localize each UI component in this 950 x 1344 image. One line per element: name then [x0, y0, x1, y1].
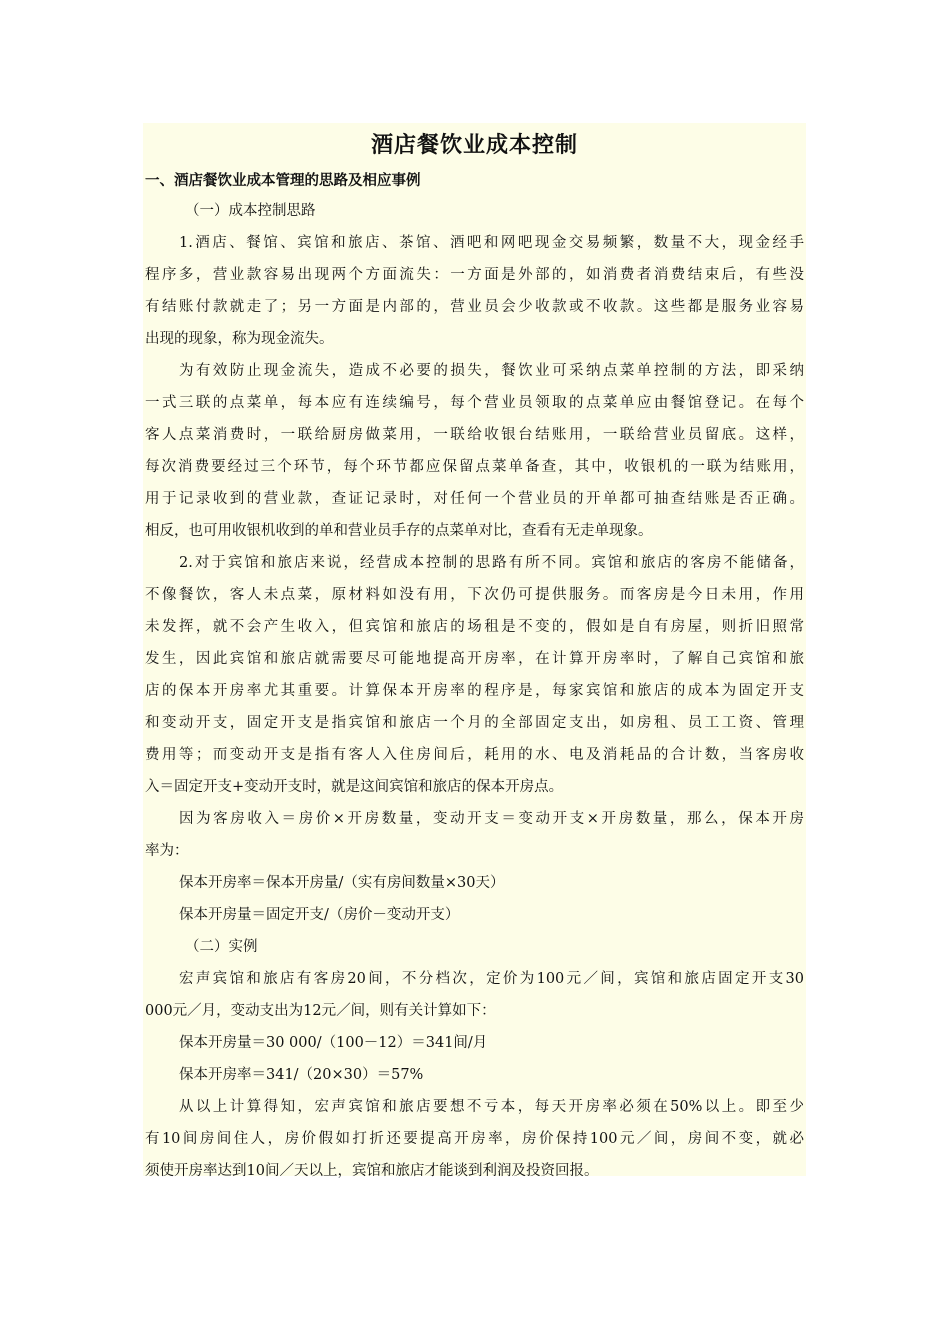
- paragraph-line: 不像餐饮，客人未点菜，原材料如没有用，下次仍可提供服务。而客房是今日未用，作用: [145, 587, 804, 603]
- paragraph-line: 1.酒店、餐馆、宾馆和旅店、茶馆、酒吧和网吧现金交易频繁，数量不大，现金经手: [179, 235, 804, 251]
- subheading-cost-control-approach: （一）成本控制思路: [185, 203, 316, 219]
- calculation-breakeven-rooms: 保本开房量＝30 000/（100－12）＝341间/月: [179, 1035, 488, 1051]
- paragraph-line: 从以上计算得知，宏声宾馆和旅店要想不亏本，每天开房率必须在50%以上。即至少: [179, 1099, 804, 1115]
- paragraph-line: 出现的现象，称为现金流失。: [145, 331, 334, 347]
- document-page: [143, 123, 806, 1179]
- paragraph-line: 店的保本开房率尤其重要。计算保本开房率的程序是，每家宾馆和旅店的成本为固定开支: [145, 683, 804, 699]
- paragraph-line: 因为客房收入＝房价×开房数量，变动开支＝变动开支×开房数量，那么，保本开房: [179, 811, 804, 827]
- paragraph-line: 有10间房间住人，房价假如打折还要提高开房率，房价保持100元／间，房间不变，就必: [145, 1131, 804, 1147]
- section-heading: 一、酒店餐饮业成本管理的思路及相应事例: [145, 172, 421, 189]
- paragraph-line: 未发挥，就不会产生收入，但宾馆和旅店的场租是不变的，假如是自有房屋，则折旧照常: [145, 619, 804, 635]
- paragraph-line: 客人点菜消费时，一联给厨房做菜用，一联给收银台结账用，一联给营业员留底。这样，: [145, 427, 804, 443]
- paragraph-line: 用于记录收到的营业款，查证记录时，对任何一个营业员的开单都可抽查结账是否正确。: [145, 491, 804, 507]
- paragraph-line: 率为：: [145, 843, 189, 859]
- formula-breakeven-occupancy-rate: 保本开房率＝保本开房量/（实有房间数量×30天）: [179, 875, 505, 891]
- paragraph-line: 程序多，营业款容易出现两个方面流失：一方面是外部的，如消费者消费结束后，有些没: [145, 267, 804, 283]
- subheading-example: （二）实例: [185, 939, 258, 955]
- paragraph-line: 2.对于宾馆和旅店来说，经营成本控制的思路有所不同。宾馆和旅店的客房不能储备，: [179, 555, 804, 571]
- paragraph-line: 000元／月，变动支出为12元／间，则有关计算如下：: [145, 1003, 496, 1019]
- paragraph-line: 每次消费要经过三个环节，每个环节都应保留点菜单备查，其中，收银机的一联为结账用，: [145, 459, 804, 475]
- paragraph-line: 相反，也可用收银机收到的单和营业员手存的点菜单对比，查看有无走单现象。: [145, 523, 653, 539]
- paragraph-line: 须使开房率达到10间／天以上，宾馆和旅店才能谈到利润及投资回报。: [145, 1163, 599, 1179]
- paragraph-line: 宏声宾馆和旅店有客房20间，不分档次，定价为100元／间，宾馆和旅店固定开支30: [179, 971, 804, 987]
- paragraph-line: 费用等；而变动开支是指有客人入住房间后，耗用的水、电及消耗品的合计数，当客房收: [145, 747, 804, 763]
- paragraph-line: 有结账付款就走了；另一方面是内部的，营业员会少收款或不收款。这些都是服务业容易: [145, 299, 804, 315]
- paragraph-line: 一式三联的点菜单，每本应有连续编号，每个营业员领取的点菜单应由餐馆登记。在每个: [145, 395, 804, 411]
- formula-breakeven-rooms: 保本开房量＝固定开支/（房价－变动开支）: [179, 907, 460, 923]
- paragraph-line: 和变动开支，固定开支是指宾馆和旅店一个月的全部固定支出，如房租、员工工资、管理: [145, 715, 804, 731]
- document-title: 酒店餐饮业成本控制: [370, 132, 578, 158]
- paragraph-line: 为有效防止现金流失，造成不必要的损失，餐饮业可采纳点菜单控制的方法，即采纳: [179, 363, 804, 379]
- calculation-breakeven-rate: 保本开房率＝341/（20×30）＝57%: [179, 1067, 424, 1083]
- paragraph-line: 发生，因此宾馆和旅店就需要尽可能地提高开房率，在计算开房率时，了解自己宾馆和旅: [145, 651, 804, 667]
- paragraph-line: 入＝固定开支+变动开支时，就是这间宾馆和旅店的保本开房点。: [145, 779, 564, 795]
